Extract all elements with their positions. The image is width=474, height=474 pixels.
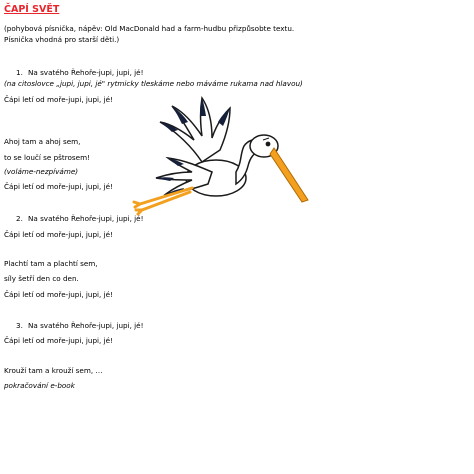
- verse-1-note: (na citoslovce „jupi, jupi, jé" rytmicky tleskáme nebo máváme rukama nad hlavou): [4, 79, 303, 88]
- verse-2b-line-1: Plachtí tam a plachtí sem,: [4, 259, 98, 268]
- verse-1b-line-3: Čápi letí od moře-jupi, jupi, jé!: [4, 182, 113, 191]
- ending-line-2: pokračování e-book: [4, 381, 75, 390]
- verse-number-2: 2.: [16, 214, 23, 223]
- verse-2b-line-3: Čápi letí od moře-jupi, jupi, jé!: [4, 290, 113, 299]
- verse-number-3: 3.: [16, 321, 23, 330]
- verse-1b-line-1: Ahoj tam a ahoj sem,: [4, 137, 81, 146]
- stork-legs: [134, 188, 192, 214]
- intro-line-2: Písnička vhodná pro starší děti.): [4, 35, 120, 44]
- verse-1-line-2: Čápi letí od moře-jupi, jupi, jé!: [4, 95, 113, 104]
- stork-back-wing: [160, 98, 230, 162]
- verse-2b-line-2: síly šetří den co den.: [4, 274, 79, 283]
- stork-eye: [266, 142, 271, 147]
- verse-1b-line-2: to se loučí se pštrosem!: [4, 153, 90, 162]
- verse-2-line-1: Na svatého Řehoře-jupi, jupi, jé!: [28, 214, 144, 223]
- verse-3-line-2: Čápi letí od moře-jupi, jupi, jé!: [4, 336, 113, 345]
- verse-3-line-1: Na svatého Řehoře-jupi, jupi, jé!: [28, 321, 144, 330]
- stork-illustration: [132, 92, 310, 222]
- verse-number-1: 1.: [16, 68, 23, 77]
- ending-line-1: Krouží tam a krouží sem, …: [4, 366, 103, 375]
- intro-line-1: (pohybová písnička, nápěv: Old MacDonald had a farm-hudbu přizpůsobte textu.: [4, 24, 295, 33]
- page-title: ČAPÍ SVĚT: [4, 4, 60, 15]
- verse-1-line-1: Na svatého Řehoře-jupi, jupi, jé!: [28, 68, 144, 77]
- verse-1b-note: (voláme-nezpíváme): [4, 167, 79, 176]
- verse-2-line-2: Čápi letí od moře-jupi, jupi, jé!: [4, 230, 113, 239]
- stork-beak: [270, 148, 308, 202]
